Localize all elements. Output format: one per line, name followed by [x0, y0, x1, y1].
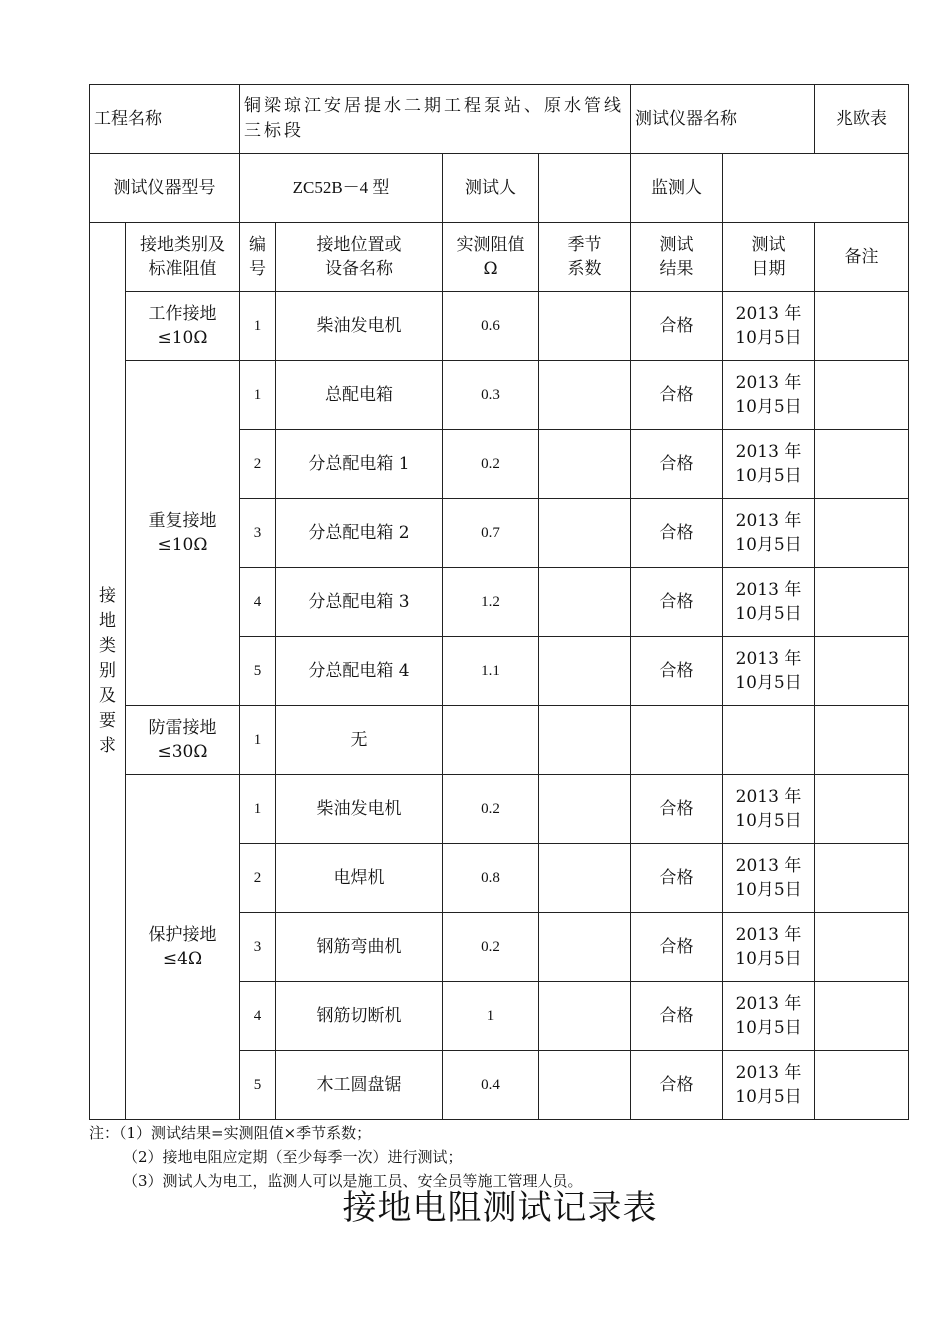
- date-year: 2013 年: [735, 856, 802, 876]
- row-number: 2: [240, 430, 276, 499]
- row-number: 1: [240, 706, 276, 775]
- test-result: 合格: [631, 499, 723, 568]
- side-label-char: 求: [99, 735, 116, 756]
- remark: [815, 913, 909, 982]
- season-coefficient: [539, 361, 631, 430]
- device-name: 钢筋切断机: [276, 982, 443, 1051]
- note-2: （2）接地电阻应定期（至少每季一次）进行测试；: [123, 1148, 463, 1166]
- test-result: 合格: [631, 568, 723, 637]
- test-date: [723, 361, 815, 430]
- remark: [815, 706, 909, 775]
- remark: [815, 499, 909, 568]
- side-label-char: 及: [99, 685, 116, 706]
- test-date: [723, 913, 815, 982]
- col-date: 测试 日期: [723, 223, 815, 292]
- category-name: 保护接地: [148, 925, 217, 945]
- remark: [815, 568, 909, 637]
- measured-value: 0.4: [443, 1051, 539, 1120]
- remark: [815, 637, 909, 706]
- test-result: [631, 706, 723, 775]
- side-label-char: 要: [99, 710, 116, 731]
- season-coefficient: [539, 499, 631, 568]
- row-number: 4: [240, 982, 276, 1051]
- device-name: 分总配电箱 3: [276, 568, 443, 637]
- row-number: 2: [240, 844, 276, 913]
- grounding-test-table: [89, 84, 909, 1120]
- instrument-row: [90, 154, 909, 223]
- date-day: 10月5日: [735, 673, 802, 693]
- season-coefficient: [539, 568, 631, 637]
- date-year: 2013 年: [735, 1063, 802, 1083]
- date-day: 10月5日: [735, 466, 802, 486]
- row-number: 1: [240, 775, 276, 844]
- category-cell: [126, 775, 240, 1120]
- table-row: [90, 706, 909, 775]
- category-name: 防雷接地: [148, 718, 217, 738]
- category-limit: ≤30Ω: [157, 742, 208, 762]
- test-date: [723, 706, 815, 775]
- date-year: 2013 年: [735, 649, 802, 669]
- page-title: 接地电阻测试记录表: [342, 1188, 658, 1228]
- date-day: 10月5日: [735, 397, 802, 417]
- test-date: [723, 292, 815, 361]
- project-row: [90, 85, 909, 154]
- test-result: 合格: [631, 361, 723, 430]
- season-coefficient: [539, 430, 631, 499]
- side-label-char: 地: [99, 610, 116, 631]
- instrument-name-label: 测试仪器名称: [631, 85, 815, 154]
- measured-value: 0.3: [443, 361, 539, 430]
- category-name: 重复接地: [148, 511, 217, 531]
- side-label: [90, 223, 126, 1120]
- col-result: 测试 结果: [631, 223, 723, 292]
- date-day: 10月5日: [735, 811, 802, 831]
- date-day: 10月5日: [735, 604, 802, 624]
- table-row: [90, 361, 909, 430]
- measured-value: 0.6: [443, 292, 539, 361]
- remark: [815, 982, 909, 1051]
- device-name: 电焊机: [276, 844, 443, 913]
- test-result: 合格: [631, 844, 723, 913]
- device-name: 总配电箱: [276, 361, 443, 430]
- date-day: 10月5日: [735, 1018, 802, 1038]
- device-name: 柴油发电机: [276, 775, 443, 844]
- table-row: [90, 775, 909, 844]
- note-1: 注：（1）测试结果=实测阻值×季节系数；: [89, 1124, 372, 1142]
- category-cell: [126, 292, 240, 361]
- measured-value: 0.2: [443, 775, 539, 844]
- instrument-model-value: ZC52B－4 型: [240, 154, 443, 223]
- test-date: [723, 430, 815, 499]
- category-cell: [126, 706, 240, 775]
- tester-label: 测试人: [443, 154, 539, 223]
- remark: [815, 361, 909, 430]
- side-label-char: 别: [99, 660, 116, 681]
- row-number: 1: [240, 361, 276, 430]
- test-date: [723, 982, 815, 1051]
- side-label-char: 接: [99, 585, 116, 606]
- test-result: 合格: [631, 1051, 723, 1120]
- date-day: 10月5日: [735, 535, 802, 555]
- measured-value: 1.2: [443, 568, 539, 637]
- season-coefficient: [539, 1051, 631, 1120]
- device-name: 分总配电箱 4: [276, 637, 443, 706]
- date-year: 2013 年: [735, 787, 802, 807]
- col-remark: 备注: [815, 223, 909, 292]
- row-number: 1: [240, 292, 276, 361]
- row-number: 3: [240, 913, 276, 982]
- col-resistance: 实测阻值 Ω: [443, 223, 539, 292]
- measured-value: 1.1: [443, 637, 539, 706]
- test-date: [723, 568, 815, 637]
- device-name: 无: [276, 706, 443, 775]
- monitor-value: [723, 154, 909, 223]
- season-coefficient: [539, 292, 631, 361]
- device-name: 分总配电箱 2: [276, 499, 443, 568]
- test-date: [723, 637, 815, 706]
- side-label-char: 类: [99, 635, 116, 656]
- device-name: 钢筋弯曲机: [276, 913, 443, 982]
- column-header-row: [90, 223, 909, 292]
- season-coefficient: [539, 844, 631, 913]
- category-cell: [126, 361, 240, 706]
- season-coefficient: [539, 982, 631, 1051]
- table-row: [90, 292, 909, 361]
- measured-value: 1: [443, 982, 539, 1051]
- date-year: 2013 年: [735, 511, 802, 531]
- season-coefficient: [539, 775, 631, 844]
- col-no: 编 号: [240, 223, 276, 292]
- measured-value: 0.8: [443, 844, 539, 913]
- project-label: 工程名称: [90, 85, 240, 154]
- remark: [815, 292, 909, 361]
- date-year: 2013 年: [735, 373, 802, 393]
- test-date: [723, 775, 815, 844]
- test-result: 合格: [631, 637, 723, 706]
- col-location: 接地位置或 设备名称: [276, 223, 443, 292]
- test-date: [723, 844, 815, 913]
- date-year: 2013 年: [735, 994, 802, 1014]
- category-limit: ≤4Ω: [162, 949, 203, 969]
- category-limit: ≤10Ω: [157, 535, 208, 555]
- remark: [815, 430, 909, 499]
- row-number: 3: [240, 499, 276, 568]
- remark: [815, 844, 909, 913]
- instrument-model-label: 测试仪器型号: [90, 154, 240, 223]
- season-coefficient: [539, 637, 631, 706]
- test-result: 合格: [631, 982, 723, 1051]
- device-name: 柴油发电机: [276, 292, 443, 361]
- measured-value: 0.2: [443, 913, 539, 982]
- season-coefficient: [539, 913, 631, 982]
- season-coefficient: [539, 706, 631, 775]
- note-3: （3）测试人为电工，监测人可以是施工员、安全员等施工管理人员。: [123, 1172, 583, 1190]
- col-category: 接地类别及 标准阻值: [126, 223, 240, 292]
- test-result: 合格: [631, 913, 723, 982]
- category-limit: ≤10Ω: [157, 328, 208, 348]
- remark: [815, 1051, 909, 1120]
- date-year: 2013 年: [735, 580, 802, 600]
- test-date: [723, 499, 815, 568]
- monitor-label: 监测人: [631, 154, 723, 223]
- measured-value: 0.7: [443, 499, 539, 568]
- category-name: 工作接地: [148, 304, 217, 324]
- test-result: 合格: [631, 292, 723, 361]
- date-day: 10月5日: [735, 880, 802, 900]
- test-date: [723, 1051, 815, 1120]
- measured-value: [443, 706, 539, 775]
- device-name: 分总配电箱 1: [276, 430, 443, 499]
- date-day: 10月5日: [735, 1087, 802, 1107]
- date-day: 10月5日: [735, 328, 802, 348]
- remark: [815, 775, 909, 844]
- date-year: 2013 年: [735, 304, 802, 324]
- date-year: 2013 年: [735, 925, 802, 945]
- col-season: 季节 系数: [539, 223, 631, 292]
- project-value: 铜梁琼江安居提水二期工程泵站、原水管线三标段: [240, 85, 631, 154]
- row-number: 5: [240, 637, 276, 706]
- measured-value: 0.2: [443, 430, 539, 499]
- instrument-name-value: 兆欧表: [815, 85, 909, 154]
- record-sheet: [89, 84, 908, 1120]
- device-name: 木工圆盘锯: [276, 1051, 443, 1120]
- test-result: 合格: [631, 430, 723, 499]
- row-number: 5: [240, 1051, 276, 1120]
- date-day: 10月5日: [735, 949, 802, 969]
- row-number: 4: [240, 568, 276, 637]
- test-result: 合格: [631, 775, 723, 844]
- date-year: 2013 年: [735, 442, 802, 462]
- tester-value: [539, 154, 631, 223]
